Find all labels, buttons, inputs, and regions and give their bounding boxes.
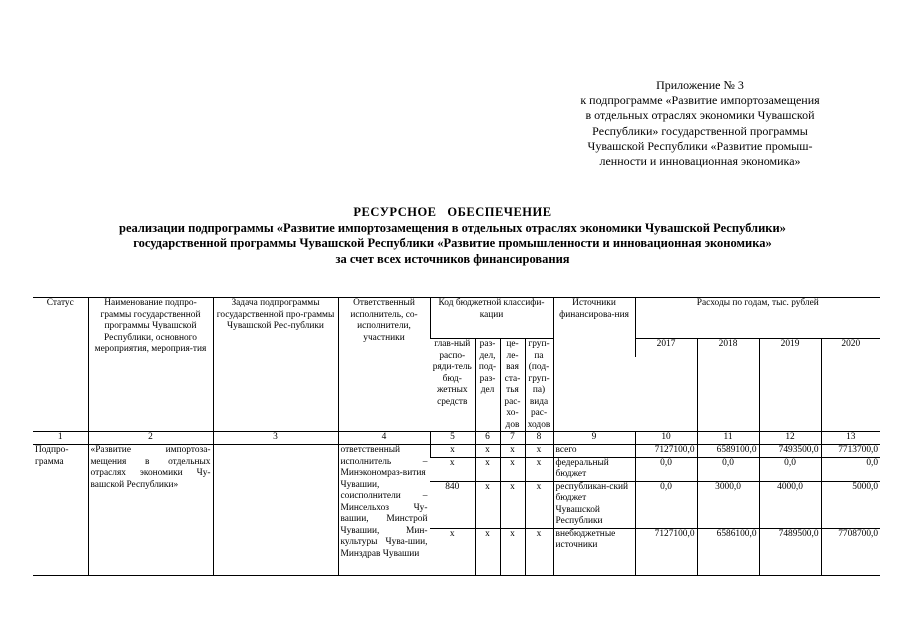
value-cell: 4000,0 bbox=[759, 481, 821, 528]
code-cell: x bbox=[475, 481, 500, 528]
value-cell: 7713700,0 bbox=[821, 445, 880, 458]
value-cell: 7127100,0 bbox=[635, 445, 697, 458]
code-cell: x bbox=[475, 457, 500, 481]
column-number: 12 bbox=[759, 432, 821, 445]
heading-line: за счет всех источников финансирования bbox=[335, 251, 570, 266]
code-cell: x bbox=[475, 528, 500, 575]
code-cell: x bbox=[525, 445, 553, 458]
source-cell: внебюджетные источники bbox=[553, 528, 635, 575]
status-cell: Подпро-грамма bbox=[33, 445, 88, 576]
header-name: Наименование подпро-граммы государственной программы Чувашской Республики, основного мероприятия, мероприя-тия bbox=[88, 298, 213, 432]
column-number: 7 bbox=[500, 432, 525, 445]
header-code-group: груп-па (под-груп-па) вида рас-ходов bbox=[525, 339, 553, 432]
header-year: 2019 bbox=[759, 339, 821, 357]
column-number: 4 bbox=[338, 432, 430, 445]
appendix-block bbox=[545, 78, 855, 169]
heading-line: государственной программы Чувашской Республики «Развитие промышленности и инновационная экономика» bbox=[133, 236, 772, 250]
header-year-spacer bbox=[697, 357, 759, 432]
code-cell: x bbox=[500, 528, 525, 575]
code-cell: x bbox=[475, 445, 500, 458]
value-cell: 6589100,0 bbox=[697, 445, 759, 458]
value-cell: 0,0 bbox=[635, 481, 697, 528]
appendix-line: Чувашской Республики «Развитие промыш- bbox=[587, 138, 813, 153]
code-cell: x bbox=[500, 481, 525, 528]
value-cell: 7489500,0 bbox=[759, 528, 821, 575]
appendix-line: Приложение № 3 bbox=[656, 78, 744, 92]
header-budget-code: Код бюджетной классифи-кации bbox=[430, 298, 553, 339]
column-number: 6 bbox=[475, 432, 500, 445]
code-cell: x bbox=[500, 457, 525, 481]
code-cell: 840 bbox=[430, 481, 475, 528]
source-cell: всего bbox=[553, 445, 635, 458]
header-code-section: раз-дел, под-раз-дел bbox=[475, 339, 500, 432]
value-cell: 0,0 bbox=[635, 457, 697, 481]
header-year-spacer bbox=[821, 357, 880, 432]
code-cell: x bbox=[430, 457, 475, 481]
appendix-line: Республики» государственной программы bbox=[592, 123, 808, 138]
column-number: 9 bbox=[553, 432, 635, 445]
header-source: Источники финансирова-ния bbox=[553, 298, 635, 432]
value-cell: 7708700,0 bbox=[821, 528, 880, 575]
column-number: 10 bbox=[635, 432, 697, 445]
column-number: 11 bbox=[697, 432, 759, 445]
task-cell bbox=[213, 445, 338, 576]
code-cell: x bbox=[525, 528, 553, 575]
column-number: 3 bbox=[213, 432, 338, 445]
value-cell: 5000,0 bbox=[821, 481, 880, 528]
header-year-spacer bbox=[759, 357, 821, 432]
header-code-target: це-ле-вая ста-тья рас-хо-дов bbox=[500, 339, 525, 432]
column-number: 8 bbox=[525, 432, 553, 445]
header-year: 2020 bbox=[821, 339, 880, 357]
document-heading bbox=[40, 205, 865, 267]
appendix-line: в отдельных отраслях экономики Чувашской bbox=[585, 108, 815, 123]
header-status: Статус bbox=[33, 298, 88, 432]
header-year: 2017 bbox=[635, 339, 697, 357]
code-cell: x bbox=[430, 528, 475, 575]
code-cell: x bbox=[525, 481, 553, 528]
header-year-spacer bbox=[635, 357, 697, 432]
executor-cell: ответственный исполнитель – Минэкономраз-вития Чувашии, соисполнители – Минсельхоз Чу-вашии, Минстрой Чувашии, Мин-культуры Чува-шии, Минздрав Чувашии bbox=[338, 445, 430, 576]
value-cell: 6586100,0 bbox=[697, 528, 759, 575]
code-cell: x bbox=[500, 445, 525, 458]
value-cell: 0,0 bbox=[697, 457, 759, 481]
value-cell: 7493500,0 bbox=[759, 445, 821, 458]
header-year: 2018 bbox=[697, 339, 759, 357]
document-title: РЕСУРСНОЕ ОБЕСПЕЧЕНИЕ bbox=[353, 205, 552, 219]
header-expenses: Расходы по годам, тыс. рублей bbox=[635, 298, 880, 339]
value-cell: 7127100,0 bbox=[635, 528, 697, 575]
source-cell: республикан-ский бюджет Чувашской Республики bbox=[553, 481, 635, 528]
source-cell: федеральный бюджет bbox=[553, 457, 635, 481]
header-task: Задача подпрограммы государственной про-граммы Чувашской Рес-публики bbox=[213, 298, 338, 432]
column-number: 1 bbox=[33, 432, 88, 445]
column-number: 13 bbox=[821, 432, 880, 445]
value-cell: 0,0 bbox=[759, 457, 821, 481]
table-row bbox=[33, 445, 880, 458]
appendix-line: к подпрограмме «Развитие импортозамещения bbox=[580, 93, 820, 108]
appendix-line: ленности и инновационная экономика» bbox=[599, 154, 801, 169]
header-code-manager: глав-ный распо-ряди-тель бюд-жетных средств bbox=[430, 339, 475, 432]
heading-line: реализации подпрограммы «Развитие импортозамещения в отдельных отраслях экономики Чувашской Республики» bbox=[119, 220, 786, 235]
code-cell: x bbox=[525, 457, 553, 481]
code-cell: x bbox=[430, 445, 475, 458]
header-executor: Ответственный исполнитель, со-исполнители, участники bbox=[338, 298, 430, 432]
value-cell: 3000,0 bbox=[697, 481, 759, 528]
value-cell: 0,0 bbox=[821, 457, 880, 481]
program-name-cell: «Развитие импортоза-мещения в отдельных отраслях экономики Чу-вашской Республики» bbox=[88, 445, 213, 576]
column-number: 5 bbox=[430, 432, 475, 445]
column-number: 2 bbox=[88, 432, 213, 445]
resource-table bbox=[33, 297, 880, 576]
